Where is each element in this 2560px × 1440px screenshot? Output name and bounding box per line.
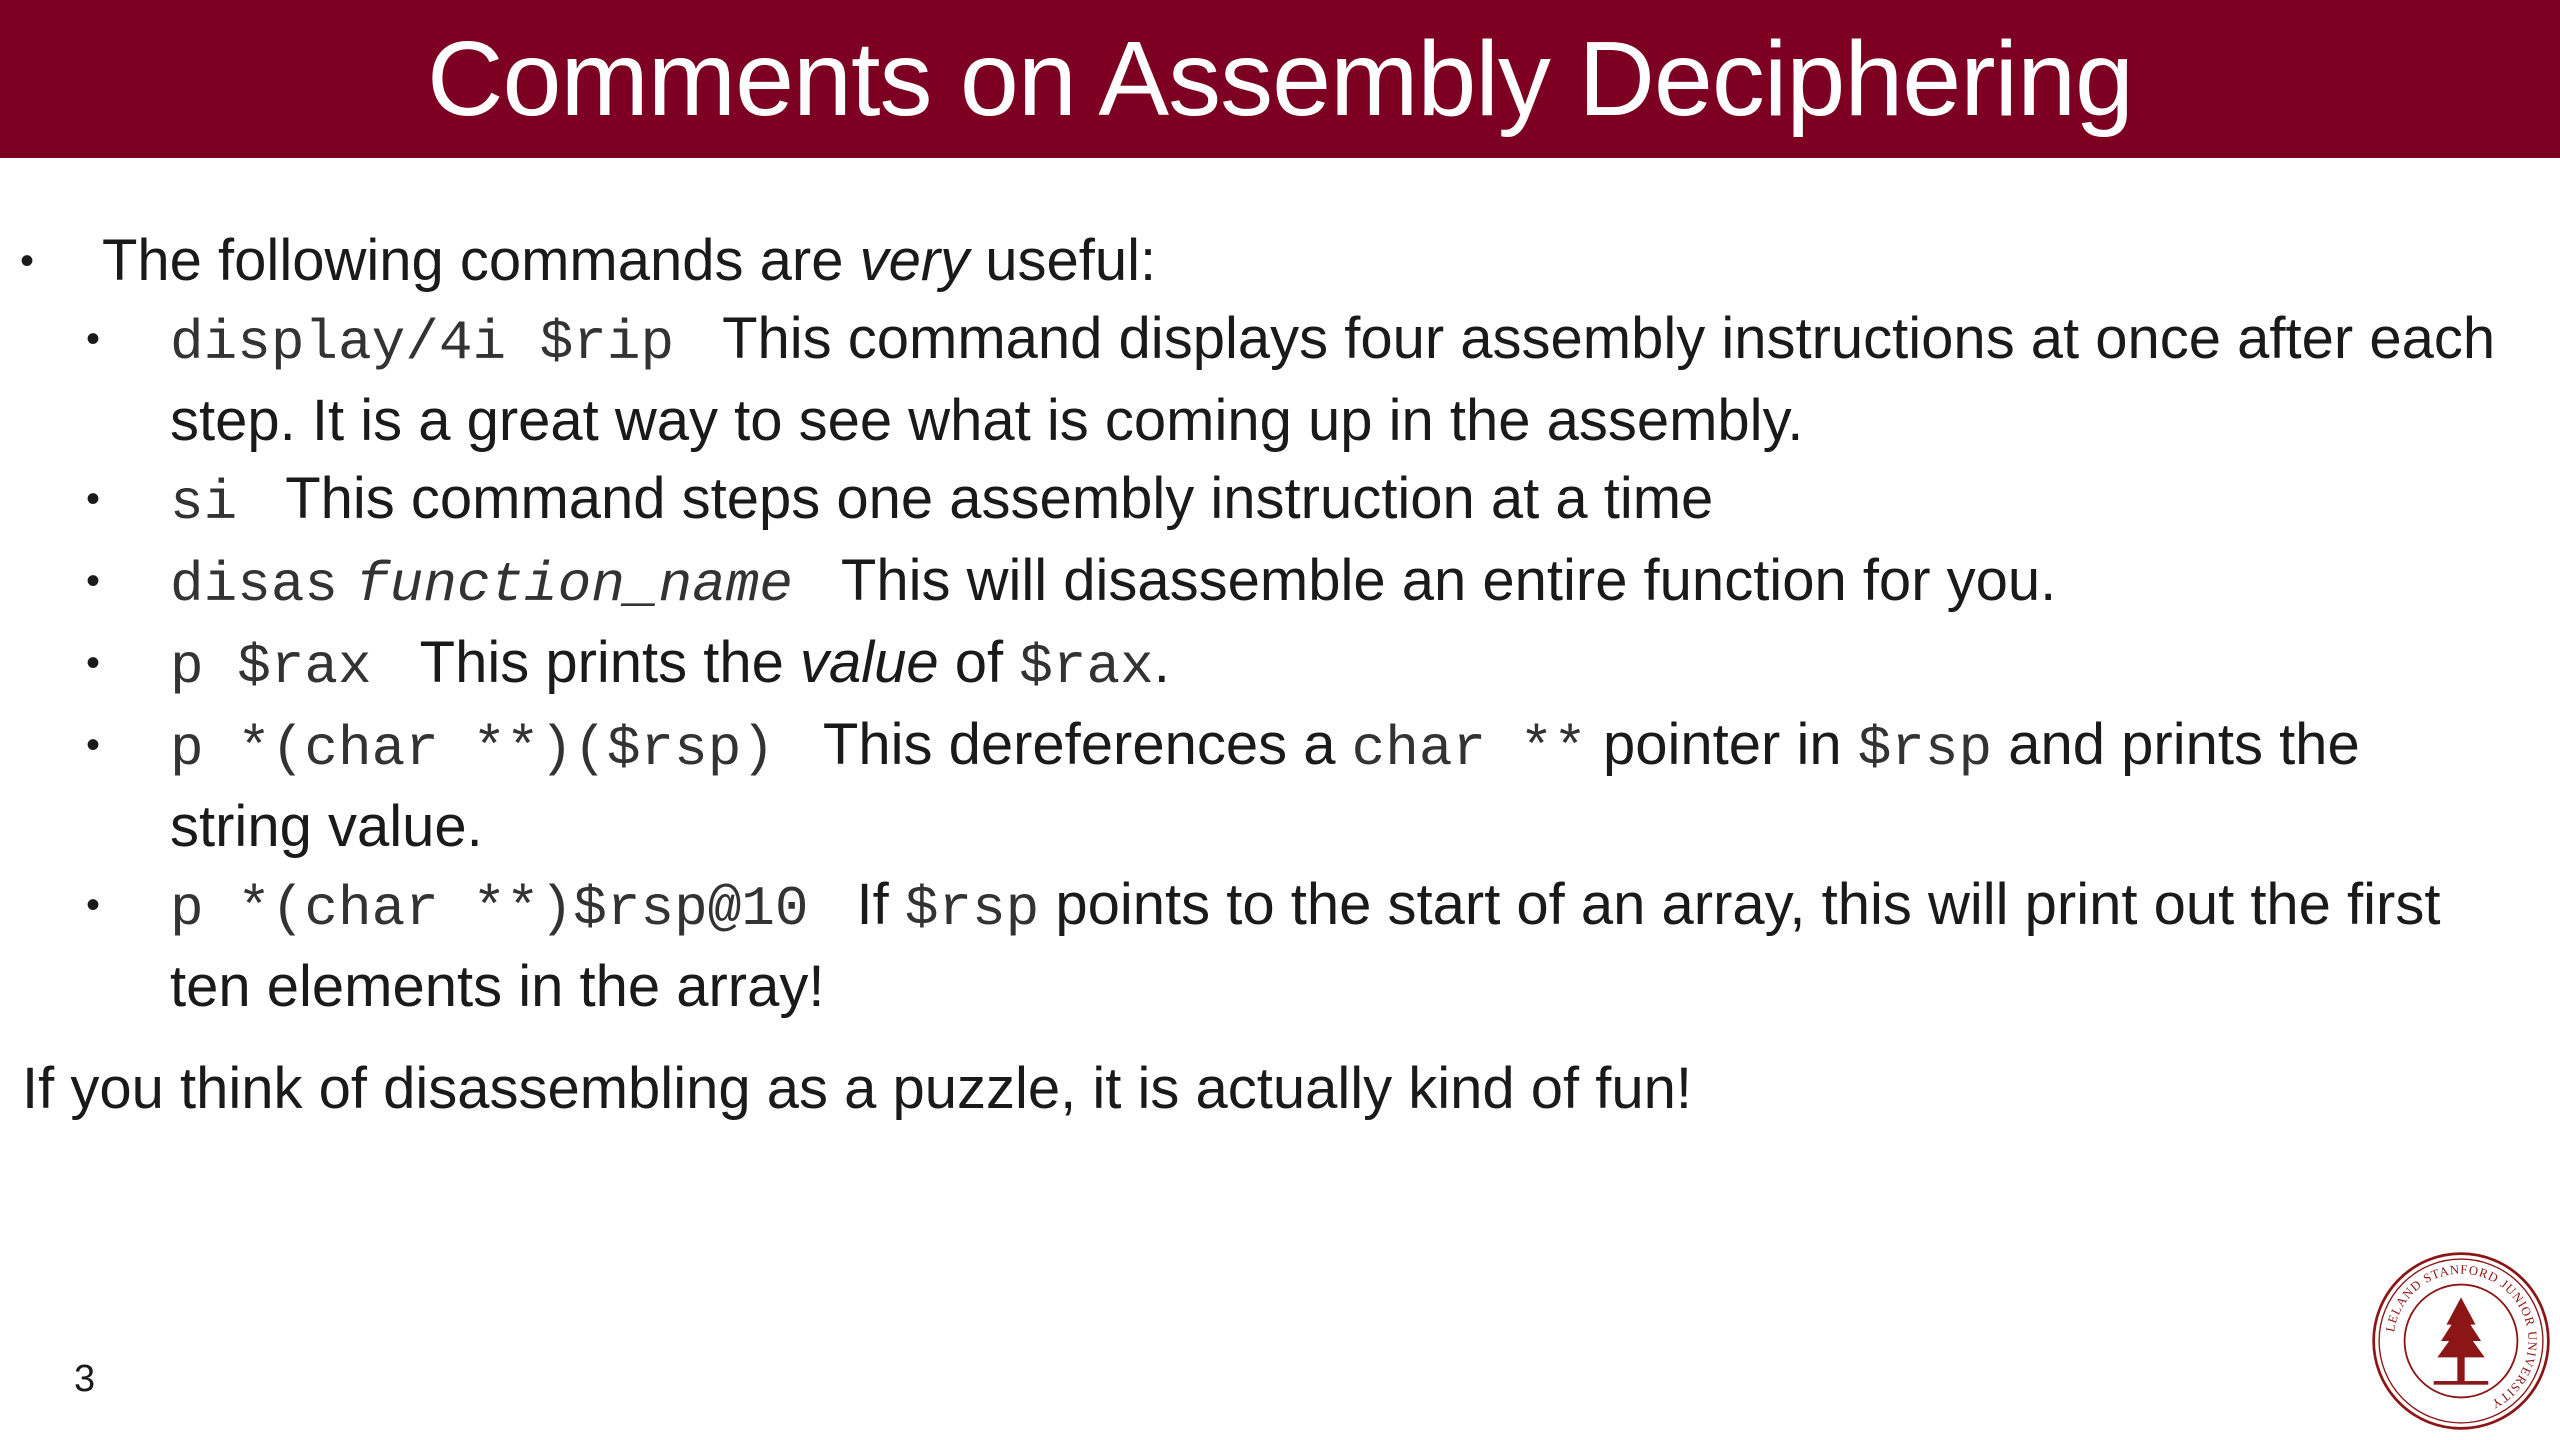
bullet-icon: • <box>86 641 101 685</box>
bullet-icon: • <box>20 239 35 283</box>
intro-text-pre: The following commands are <box>102 228 860 293</box>
list-item <box>86 624 2516 706</box>
command-code: p *(char **)($rsp) <box>170 717 775 781</box>
slide-title: Comments on Assembly Deciphering <box>427 20 2133 138</box>
bullet-icon: • <box>86 317 101 361</box>
command-code: si <box>170 471 238 535</box>
command-list <box>86 300 2516 1026</box>
description-post: points to the start of an array, this will print out the first ten elements in the array! <box>170 872 2441 1019</box>
list-item <box>86 706 2516 866</box>
command-description: This will disassemble an entire function for you. <box>840 548 2057 613</box>
bullet-icon: • <box>86 559 101 603</box>
command-description <box>419 630 1170 699</box>
intro-text-post: useful: <box>969 228 1157 293</box>
tree-icon <box>2434 1297 2489 1384</box>
command-description: This command displays four assembly instructions at once after each step. It is a great way to see what is coming up in the assembly. <box>170 306 2496 453</box>
description-pre: This prints the <box>419 630 801 695</box>
list-item <box>86 542 2516 624</box>
bullet-icon: • <box>86 883 101 927</box>
inline-code: $rax <box>1019 635 1154 699</box>
description-pre: If <box>856 872 905 937</box>
command-code: p $rax <box>170 635 372 699</box>
inline-code: $rsp <box>904 877 1040 941</box>
bullet-icon: • <box>86 723 101 767</box>
command-argument: function_name <box>356 553 793 617</box>
intro-text-emphasis: very <box>859 228 970 293</box>
university-seal-logo <box>2370 1250 2552 1432</box>
description-emphasis: value <box>800 630 939 695</box>
command-code: p *(char **)$rsp@10 <box>170 877 809 941</box>
intro-text <box>102 222 1156 300</box>
command-description: This command steps one assembly instruction at a time <box>285 466 1714 531</box>
list-item <box>86 866 2516 1026</box>
description-post: . <box>1153 630 1170 695</box>
list-item <box>86 460 2516 542</box>
description-post: and prints the string value. <box>170 712 2360 859</box>
command-code: disas <box>170 553 339 617</box>
inline-code: $rsp <box>1857 717 1993 781</box>
command-code: display/4i $rip <box>170 311 675 375</box>
page-number: 3 <box>74 1358 96 1400</box>
intro-bullet <box>20 222 1156 300</box>
closing-remark: If you think of disassembling as a puzzle, it is actually kind of fun! <box>22 1056 1692 1121</box>
description-pre: This dereferences a <box>822 712 1352 777</box>
bullet-icon: • <box>86 477 101 521</box>
list-item <box>86 300 2516 460</box>
inline-code: char ** <box>1351 717 1587 781</box>
description-mid: of <box>938 630 1020 695</box>
seal-ring-text: LELAND STANFORD JUNIOR UNIVERSITY <box>2383 1262 2540 1412</box>
description-mid: pointer in <box>1586 712 1858 777</box>
